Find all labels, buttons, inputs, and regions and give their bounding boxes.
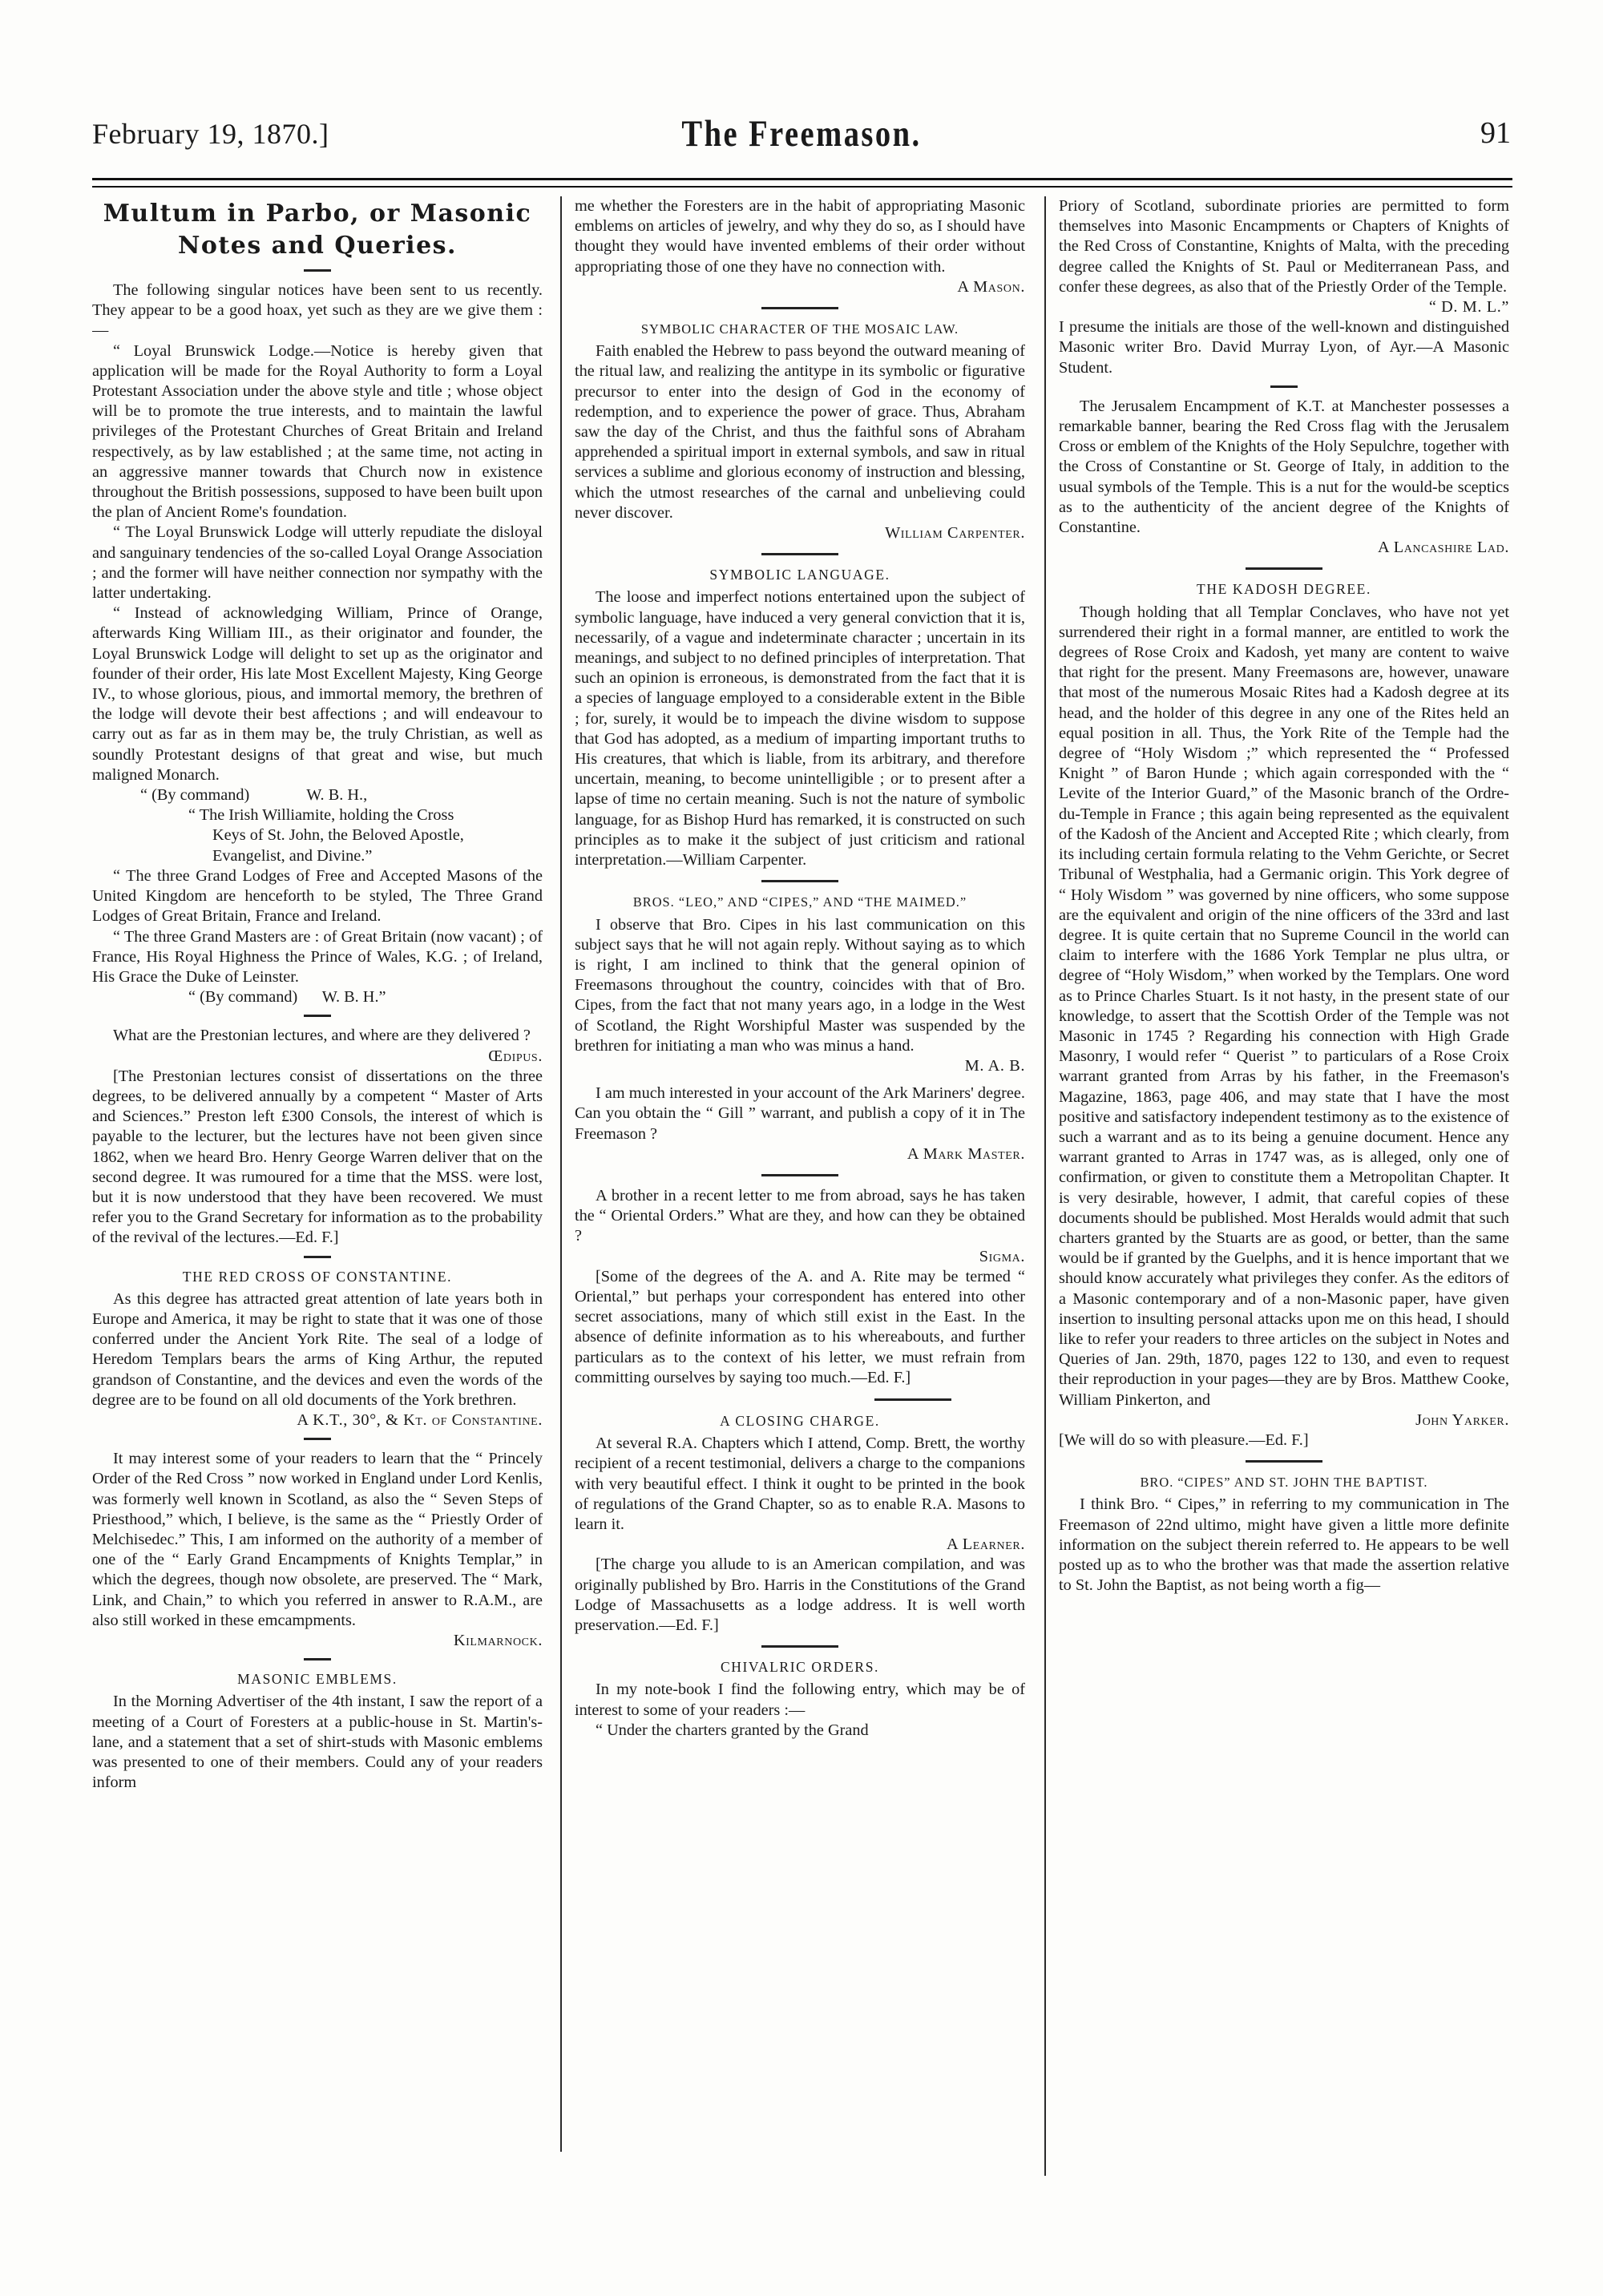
divider-ornament xyxy=(304,1256,331,1258)
divider-ornament xyxy=(761,1645,838,1648)
quoted-line: Keys of St. John, the Beloved Apostle, xyxy=(212,826,464,845)
signature: W. B. H., xyxy=(306,786,368,805)
paragraph: I think Bro. “ Cipes,” in referring to my communication in The Freemason of 22nd ultimo, might have given a little more definite information on the subject therein referred to. He appears to be well posted up as to who the brother was that made the assertion relative to St. John the Baptist, as not being worth a fig— xyxy=(1059,1495,1509,1595)
signature: A K.T., 30°, & Kt. of Constantine. xyxy=(297,1410,543,1429)
section-heading-closing-charge: A CLOSING CHARGE. xyxy=(720,1412,880,1429)
paragraph: “ Loyal Brunswick Lodge.—Notice is hereby given that application will be made for the Royal Authority to form a Loyal Protestant Association under the above style and title ; whose object will be to promote the true interests, and to maintain the lawful privileges of the Protestant Churches of Great Britain and Ireland respectively, as by law established ; at the same time, not acting in an aggressive manner towards that Church now in existence throughout the British possessions, supposed to have been built upon the plan of Ancient Rome's foundation. xyxy=(92,341,543,522)
paragraph: The loose and imperfect notions entertained upon the subject of symbolic language, have induced a very general conviction that it is, necessarily, of a vague and indeterminate character ; uncertain in its meanings, and subject to no defined principles of interpretation. That such an opinion is erroneous, is demonstrated from the fact that it is a species of language employed to a considerable extent in the Bible ; for, surely, it would be to impeach the divine wisdom to suppose that God has adopted, as a medium of imparting important truths to His creatures, that which is liable, from its arbitrary, and therefore uncertain, meaning, to become unintelligible ; or to present after a lapse of time no certain meaning. Such is not the nature of symbolic language, for as Bishop Hurd has remarked, it is constructed on such principles as to make it the subject of just criticism and rational interpretation.—William Carpenter. xyxy=(575,588,1025,870)
signature: John Yarker. xyxy=(1415,1410,1509,1429)
divider-ornament xyxy=(761,880,838,882)
divider-ornament xyxy=(761,553,838,555)
paragraph: Though holding that all Templar Conclaves, who have not yet surrendered their right in a formal manner, are entitled to work the degrees of Rose Croix and Kadosh, yet many are content to waive that right for the present. Many Freemasons are, however, unaware that most of the numerous Mosaic Rites had a Kadosh degree at its head, and the holder of this degree in any one of the Rites held an equal position in all. Thus, the York Rite of the Temple had the degree of “Holy Wisdom ;” which represented the “ Professed Knight ” of Baron Hunde ; which again corresponded with the “ Levite of the Interior Guard,” of the Masonic branch of the Ordre-du-Temple in France ; this again being represented as the equivalent of the Kadosh of the Ancient and Accepted Rite ; which clearly, from its including certain formula relating to the Vehm Gerichte, or Secret Tribunal of Westphalia, had a Germanic origin. This York degree of “ Holy Wisdom ” was governed by nine officers, who some suppose are the equivalent and origin of the nine officers of the 33rd and last degree. It is quite certain that no Supreme Council in the world can claim to interfere with the 1686 York Templar ne plus ultra, or degree of “Holy Wisdom,” when worked by the Templars. One word as to Prince Charles Stuart. Is it not hasty, in the present state of our knowledge, to assert that the Scottish Order of the Temple was not Masonic in 1745 ? Regarding his connection with High Grade Masonry, I would refer “ Querist ” to particulars of a Rose Croix warrant granted from Arras by his father, in the Freemason's Magazine, 1863, page 406, and may state that I have the most positive and satisfactory independent testimony as to the existence of such a warrant and as to its being a genuine document. Hence any warrant granted to Arras in 1747 was, as is alleged, only one of confirmation, or given to constitute them a Metropolitan Chapter. It is very desirable, however, I admit, that careful copies of these documents should be published. Most Heralds would admit that such charters granted by the Stuarts are as good, or better, than the same would be if granted by the Guelphs, and it is hence important that we should know accurately what privileges they confer. As the editors of a Masonic contemporary and of a non-Masonic paper, have given insertion to insulting personal attacks upon me on this head, I should like to refer your readers to three articles on the subject in Notes and Queries of Jan. 29th, 1870, pages 122 to 130, and even to request their reproduction in your pages—they are by Bros. Matthew Cooke, William Pinkerton, and xyxy=(1059,603,1509,1409)
column-divider-1 xyxy=(560,196,562,2152)
section-heading-leo-cipes-maimed: BROS. “LEO,” AND “CIPES,” AND “THE MAIMED.” xyxy=(632,894,967,910)
paragraph: I observe that Bro. Cipes in his last communication on this subject says that he will not again reply. Without saying as to which is right, I am inclined to think that the general opinion of Freemasons throughout the country, coincides with that of Bro. Cipes, from the fact that not many years ago, in a lodge in the West of Scotland, the Right Worshipful Master was suspended by the brethren for initiating a man who was minus a hand. xyxy=(575,915,1025,1055)
page-number: 91 xyxy=(1480,116,1511,150)
masthead xyxy=(92,112,1511,168)
paragraph: At several R.A. Chapters which I attend, Comp. Brett, the worthy recipient of a recent testimonial, delivers a charge to the companions with very beautiful effect. I think it ought to be printed in the book of regulations of the Grand Chapter, so as to enable R.A. Masons to learn it. xyxy=(575,1434,1025,1533)
section-heading-cipes-st-john-baptist: BRO. “CIPES” AND ST. JOHN THE BAPTIST. xyxy=(1140,1475,1428,1491)
divider-ornament xyxy=(1270,385,1298,388)
section-heading-red-cross: THE RED CROSS OF CONSTANTINE. xyxy=(182,1268,453,1285)
divider-ornament xyxy=(1246,567,1322,570)
column-divider-2 xyxy=(1044,196,1046,2176)
divider-ornament xyxy=(874,1398,951,1401)
paragraph: “ The three Grand Masters are : of Great Britain (now vacant) ; of France, His Royal Highness the Prince of Wales, K.G. ; of Ireland, His Grace the Duke of Leinster. xyxy=(92,927,543,986)
paragraph: The Jerusalem Encampment of K.T. at Manchester possesses a remarkable banner, bearing the Red Cross flag with the Jerusalem Cross or emblem of the Knights of the Holy Sepulchre, together with the Cross of Constantine or St. George of Italy, in addition to the usual symbols of the Temple. This is a nut for the would-be sceptics as to the authenticity of the ancient degree of the Knights of Constantine. xyxy=(1059,397,1509,537)
divider-ornament xyxy=(304,1438,331,1440)
signature: M. A. B. xyxy=(964,1056,1025,1075)
paragraph: I am much interested in your account of the Ark Mariners' degree. Can you obtain the “ Gill ” warrant, and publish a copy of it in The Freemason ? xyxy=(575,1084,1025,1143)
masthead-rule xyxy=(92,178,1512,188)
byline-command xyxy=(92,987,543,1007)
divider-ornament xyxy=(761,1174,838,1176)
command-label: “ (By command) xyxy=(188,988,298,1007)
paragraph: [The Prestonian lectures consist of dissertations on the three degrees, to be delivered annually by a competent “ Master of Arts and Sciences.” Preston left £300 Consols, the interest of which is payable to the lecturer, but the lectures have not been given since 1862, when we heard Bro. Henry George Warren deliver that on the second degree. It was rumoured for a time that the MSS. were lost, but it is now understood that they have been recovered. We must refer you to the Grand Secretary for information as to the probability of the revival of the lectures.—Ed. F.] xyxy=(92,1067,543,1247)
paragraph: A brother in a recent letter to me from abroad, says he has taken the “ Oriental Orders.” What are they, and how can they be obtained ? xyxy=(575,1186,1025,1245)
section-title-line-1: Multum in Parbo, or Masonic xyxy=(103,200,532,228)
paragraph: As this degree has attracted great attention of late years both in Europe and America, it may be right to state that it was one of those conferred under the Ancient York Rite. The seal of a lodge of Heredom Templars bears the arms of King Arthur, the reputed grandson of Constantine, and the devices and even the words of the degree are to be found on all old documents of the York brethren. xyxy=(92,1289,543,1409)
section-title-line-2: Notes and Queries. xyxy=(177,232,458,260)
paragraph: “ Instead of acknowledging William, Prince of Orange, afterwards King William III., as their originator and founder, the Loyal Brunswick Lodge will delight to set up as the originator and founder of their order, His late Most Excellent Majesty, King George IV., to whose glorious, pious, and immortal memory, the brethren of the lodge will devote their best affections ; and will endeavour to carry out as far as in them may be, the truly Christian, as well as soundly Protestant designs of that great and wise, but much maligned Monarch. xyxy=(92,604,543,784)
divider-ornament xyxy=(304,1658,331,1660)
paragraph: Priory of Scotland, subordinate priories are permitted to form themselves into Masonic Encampments or Chapters of Knights of the Red Cross of Constantine, Knights of Malta, with the preceding degree called the Knights of St. Paul or Mediterranean Pass, and confer these degrees, as also that of the Priestly Order of the Temple. xyxy=(1059,197,1509,296)
section-heading-masonic-emblems: MASONIC EMBLEMS. xyxy=(237,1671,398,1688)
spacer xyxy=(575,1076,1025,1083)
publication-title: The Freemason. xyxy=(681,113,922,155)
section-title-multum-in-parvo xyxy=(92,198,543,262)
column-grid xyxy=(92,196,1512,2280)
signature: A Learner. xyxy=(946,1535,1025,1554)
paragraph: It may interest some of your readers to learn that the “ Princely Order of the Red Cross ” now worked in England under Lord Kenlis, was formerly well known in Scotland, as also the “ Seven Steps of Priesthood,” which, I believe, is the same as the “ Priestly Order of Melchisedec.” This, I am informed on the authority of a member of one of the “ Early Grand Encampments of Knights Templar,” in which the degrees, though now obsolete, are preserved. The “ Mark, Link, and Chain,” to which you referred in answer to R.A.M., are also still worked in these emcampments. xyxy=(92,1450,543,1629)
paragraph: “ The Loyal Brunswick Lodge will utterly repudiate the disloyal and sanguinary tendencies of the so-called Loyal Orange Association ; and the former will have neither connection nor sympathy with the latter undertaking. xyxy=(92,523,543,603)
divider-ornament xyxy=(1246,1460,1322,1463)
quoted-line: “ The Irish Williamite, holding the Cross xyxy=(188,806,454,825)
section-heading-kadosh-degree: THE KADOSH DEGREE. xyxy=(1197,581,1371,598)
section-heading-chivalric-orders: CHIVALRIC ORDERS. xyxy=(720,1659,879,1676)
section-heading-symbolic-character: SYMBOLIC CHARACTER OF THE MOSAIC LAW. xyxy=(640,321,959,337)
paragraph: [The charge you allude to is an American compilation, and was originally published by Bro. Harris in the Constitutions of the Grand Lodge of Massachusetts as a lodge address. It is well worth preservation.—Ed. F.] xyxy=(575,1556,1025,1634)
command-label: “ (By command) xyxy=(140,786,250,805)
signature: A Lancashire Lad. xyxy=(1377,539,1509,557)
paragraph: Faith enabled the Hebrew to pass beyond the outward meaning of the ritual law, and realizing the antitype in its symbolic or figurative precursor to enter into the design of God in the economy of redemption, and to experience the power of grace. Thus, Abraham saw the day of the Christ, and thus the faithful sons of Abraham apprehended a spiritual import in external symbols, and saw in ritual services a sublime and glorious economy of instruction and blessing, which the utmost researches of the carnal and unbelieving could never discover. xyxy=(575,342,1025,522)
paragraph: What are the Prestonian lectures, and where are they delivered ? xyxy=(113,1027,531,1045)
paragraph: [We will do so with pleasure.—Ed. F.] xyxy=(1059,1430,1309,1449)
paragraph: “ Under the charters granted by the Grand xyxy=(596,1721,869,1739)
paragraph: The following singular notices have been sent to us recently. They appear to be a good hoax, yet such as they are we give them :— xyxy=(92,281,543,340)
signature: “ D. M. L.” xyxy=(1428,298,1509,317)
paragraph: I presume the initials are those of the well-known and distinguished Masonic writer Bro. David Murray Lyon, of Ayr.—A Masonic Student. xyxy=(1059,318,1509,377)
paragraph: [Some of the degrees of the A. and A. Rite may be termed “ Oriental,” but perhaps your correspondent has entered into other secret associations, many of which still exist in the East. In the absence of definite information as to his whereabouts, and further particulars as to the context of his letter, we must refrain from committing ourselves by saying too much.—Ed. F.] xyxy=(575,1267,1025,1386)
signature: W. B. H.” xyxy=(321,988,386,1007)
signature: A Mason. xyxy=(957,277,1025,296)
quoted-line: Evangelist, and Divine.” xyxy=(212,846,373,865)
divider-ornament xyxy=(304,1015,331,1017)
column-3 xyxy=(1059,196,1509,2280)
column-2 xyxy=(575,196,1025,2280)
column-1 xyxy=(92,196,543,2280)
signature: William Carpenter. xyxy=(885,524,1025,543)
signature: A Mark Master. xyxy=(906,1144,1025,1163)
byline-command xyxy=(92,785,543,805)
signature: Kilmarnock. xyxy=(453,1632,543,1649)
paragraph: me whether the Foresters are in the habit of appropriating Masonic emblems on articles of jewelry, and why they do so, as I should have thought they would have invented emblems of their order without appropriating those of one they have no connection with. xyxy=(575,197,1025,276)
paragraph: “ The three Grand Lodges of Free and Accepted Masons of the United Kingdom are henceforth to be styled, The Three Grand Lodges of Great Britain, France and Ireland. xyxy=(92,866,543,926)
signature: Sigma. xyxy=(979,1247,1025,1265)
signature: Œdipus. xyxy=(488,1047,543,1065)
issue-date: February 19, 1870.] xyxy=(92,118,329,150)
divider-ornament xyxy=(761,307,838,309)
paragraph: In my note-book I find the following entry, which may be of interest to some of your readers :— xyxy=(575,1681,1025,1719)
divider-ornament xyxy=(304,269,331,272)
section-heading-symbolic-language: SYMBOLIC LANGUAGE. xyxy=(709,567,890,583)
paragraph: In the Morning Advertiser of the 4th instant, I saw the report of a meeting of a Court of Foresters at a public-house in St. Martin's-lane, and a statement that a set of shirt-studs with Masonic emblems was presented to one of their members. Could any of your readers inform xyxy=(92,1693,543,1792)
